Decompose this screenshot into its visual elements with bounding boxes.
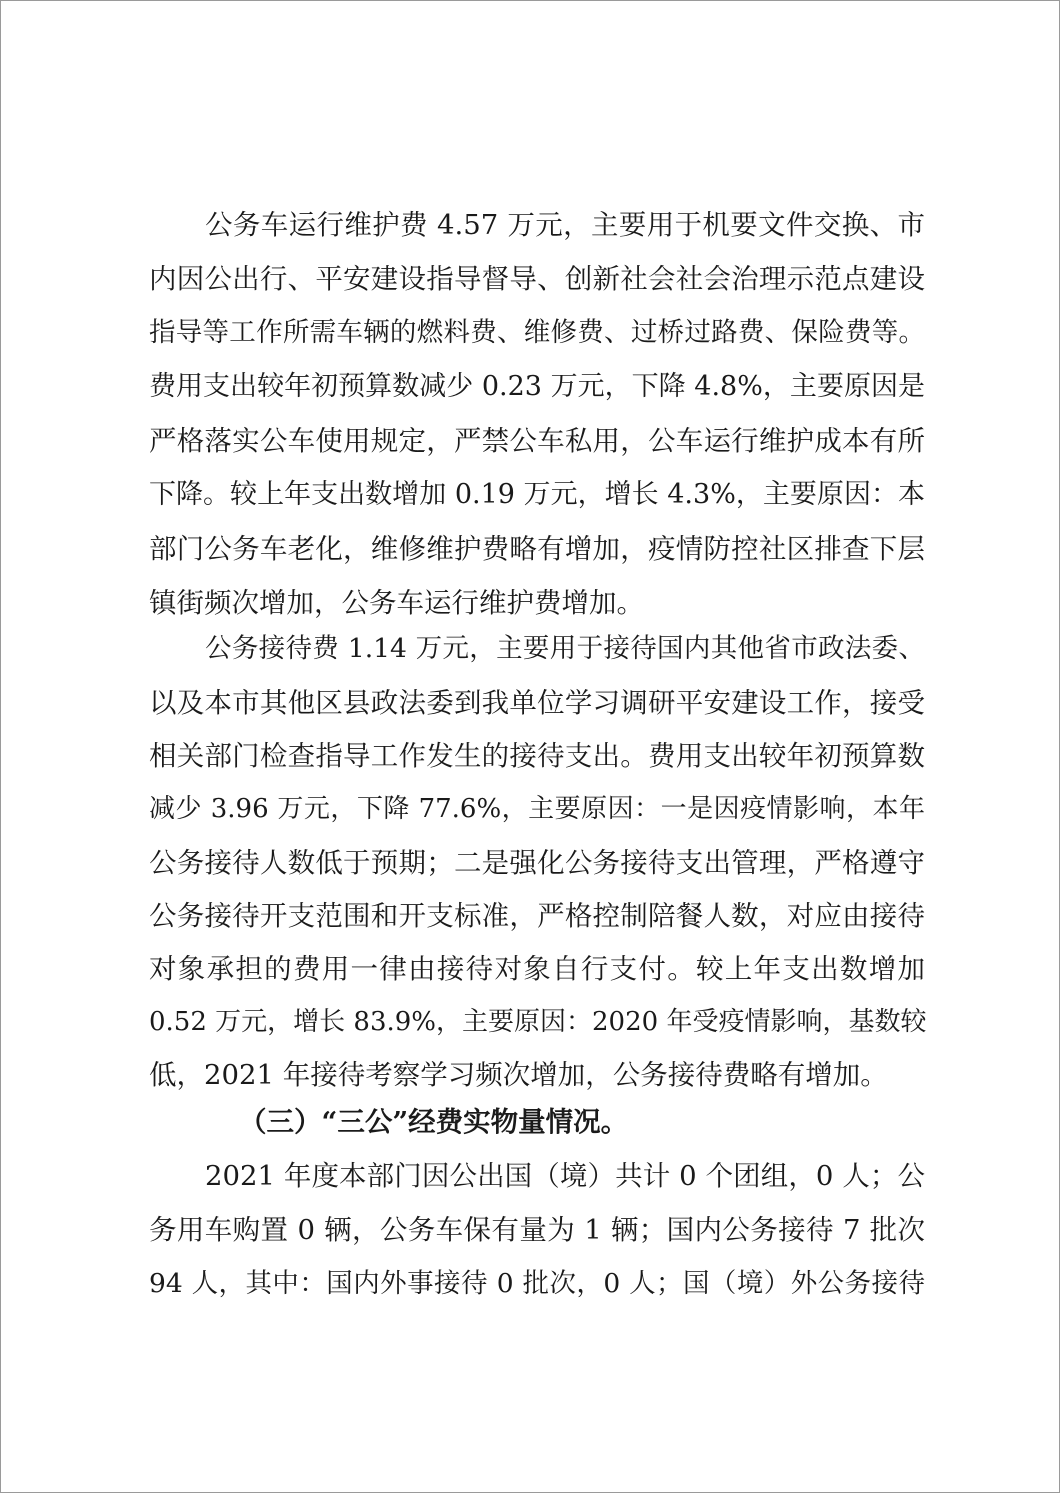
paragraph-2-line-4: 减少 3.96 万元，下降 77.6%，主要原因：一是因疫情影响，本年 <box>149 794 925 824</box>
paragraph-2-line-3: 相关部门检查指导工作发生的接待支出。费用支出较年初预算数 <box>149 740 925 772</box>
paragraph-3-line-3: 94 人，其中：国内外事接待 0 批次，0 人；国（境）外公务接待 <box>149 1268 925 1299</box>
paragraph-2-line-5: 公务接待人数低于预期；二是强化公务接待支出管理，严格遵守 <box>149 847 925 879</box>
paragraph-1-line-2: 内因公出行、平安建设指导督导、创新社会社会治理示范点建设 <box>149 263 925 295</box>
paragraph-1-line-5: 严格落实公车使用规定，严禁公车私用，公车运行维护成本有所 <box>149 425 925 457</box>
paragraph-1-line-1: 公务车运行维护费 4.57 万元，主要用于机要文件交换、市 <box>205 209 925 241</box>
paragraph-2-line-9: 低，2021 年接待考察学习频次增加，公务接待费略有增加。 <box>149 1059 888 1091</box>
paragraph-2-line-2: 以及本市其他区县政法委到我单位学习调研平安建设工作，接受 <box>149 687 925 719</box>
paragraph-1-line-4: 费用支出较年初预算数减少 0.23 万元，下降 4.8%，主要原因是 <box>149 371 925 402</box>
paragraph-1-line-3: 指导等工作所需车辆的燃料费、维修费、过桥过路费、保险费等。 <box>149 317 925 348</box>
paragraph-3-line-2: 务用车购置 0 辆，公务车保有量为 1 辆；国内公务接待 7 批次 <box>149 1214 925 1246</box>
paragraph-2-line-6: 公务接待开支范围和开支标准，严格控制陪餐人数，对应由接待 <box>149 900 925 932</box>
paragraph-3-line-1: 2021 年度本部门因公出国（境）共计 0 个团组，0 人；公 <box>205 1160 925 1192</box>
section-heading: （三）“三公”经费实物量情况。 <box>239 1106 629 1138</box>
paragraph-1-line-6: 下降。较上年支出数增加 0.19 万元，增长 4.3%，主要原因：本 <box>149 479 925 510</box>
paragraph-2-line-7: 对象承担的费用一律由接待对象自行支付。较上年支出数增加 <box>149 953 925 985</box>
paragraph-2-line-1: 公务接待费 1.14 万元，主要用于接待国内其他省市政法委、 <box>205 633 925 664</box>
paragraph-1-line-7: 部门公务车老化，维修维护费略有增加，疫情防控社区排查下层 <box>149 533 925 565</box>
paragraph-2-line-8: 0.52 万元，增长 83.9%，主要原因：2020 年受疫情影响，基数较 <box>149 1007 927 1037</box>
paragraph-1-line-8: 镇街频次增加，公务车运行维护费增加。 <box>149 587 644 619</box>
